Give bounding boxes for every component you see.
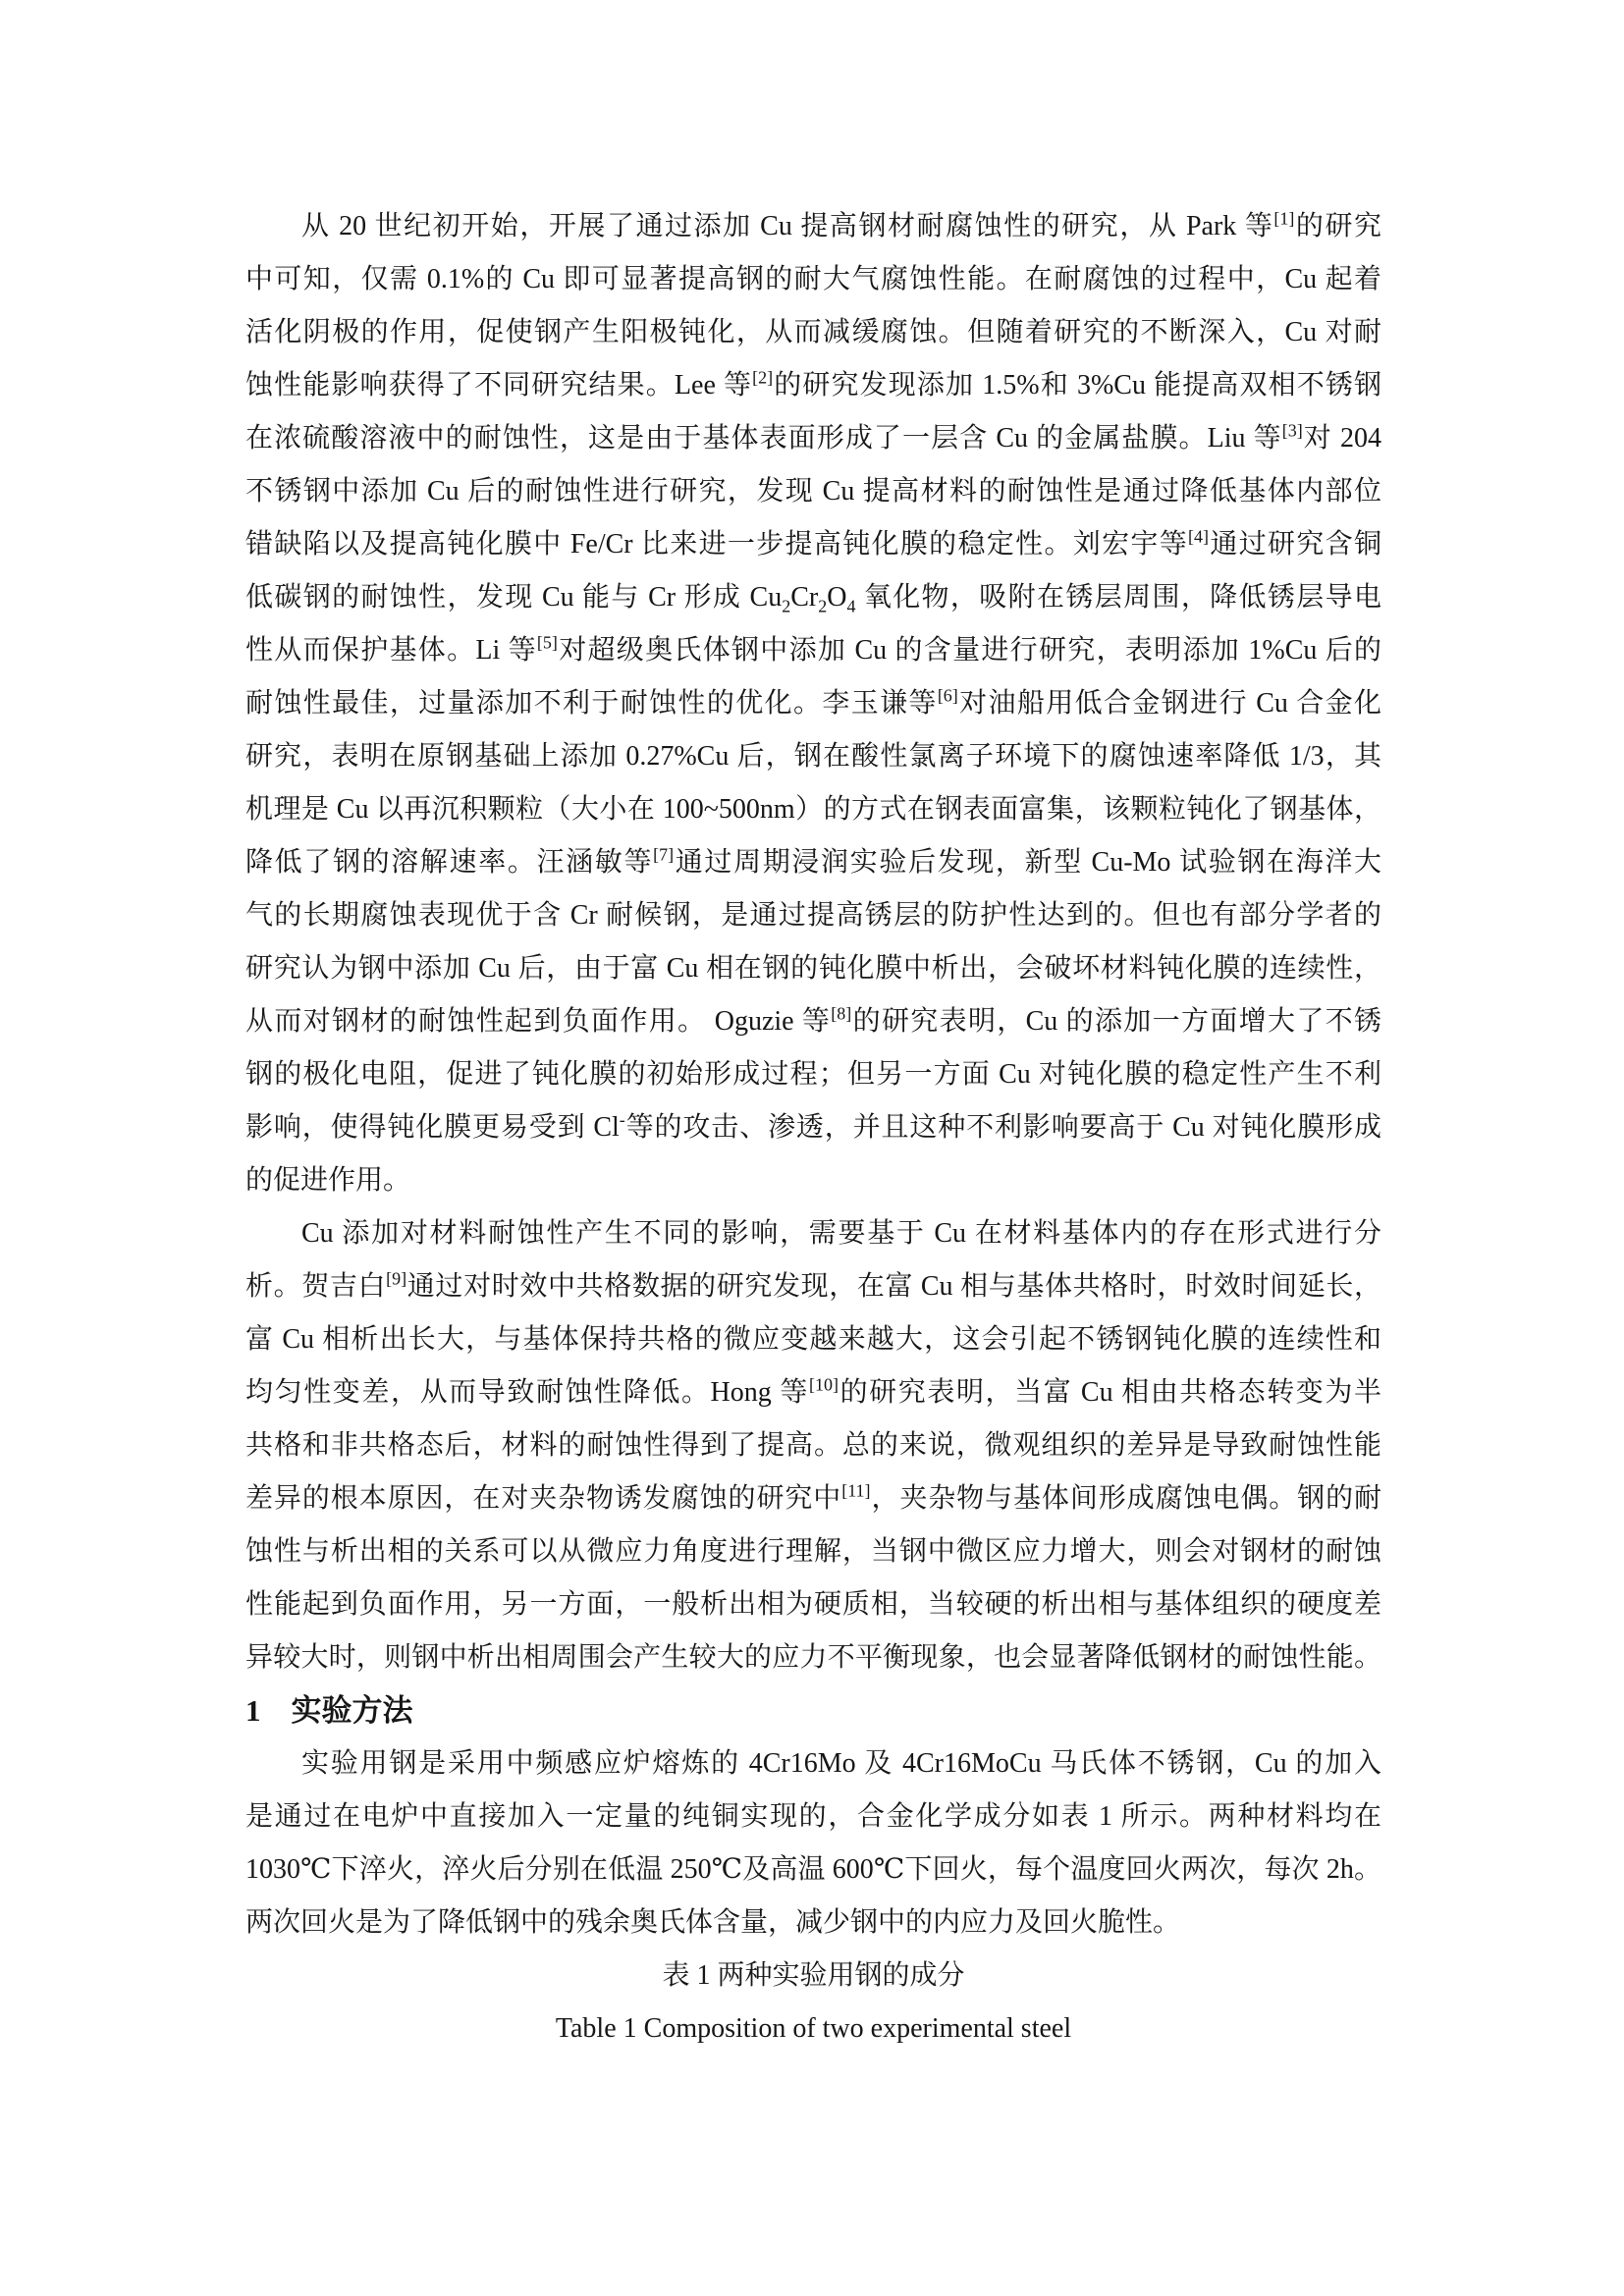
text-run: Cu 添加对材料耐蚀性产生不同的影响，需要基于 Cu 在材料基体内的存在形式进行分 — [301, 1218, 1381, 1249]
text-line-with-change-bar — [245, 518, 1381, 571]
text-line-with-change-bar — [245, 1366, 1381, 1419]
text-run: 中可知，仅需 0.1%的 Cu 即可显著提高钢的耐大气腐蚀性能。在耐腐蚀的过程中，Cu 起着 — [245, 264, 1381, 294]
text-run: 从而对钢材的耐蚀性起到负面作用。 Oguzie 等 — [245, 1006, 832, 1037]
text-run: 活化阴极的作用，促使钢产生阳极钝化，从而减缓腐蚀。但随着研究的不断深入，Cu 对耐 — [245, 317, 1381, 347]
text-line — [245, 1631, 1381, 1684]
text-run: 对超级奥氏体钢中添加 Cu 的含量进行研究，表明添加 1%Cu 后的 — [557, 635, 1381, 666]
text-line-with-change-bar — [245, 571, 1381, 624]
text-run: 研究认为钢中添加 Cu 后，由于富 Cu 相在钢的钝化膜中析出，会破坏材料钝化膜的连续性， — [245, 953, 1381, 984]
text-run: Cr — [790, 582, 819, 613]
text-run: 耐蚀性最佳，过量添加不利于耐蚀性的优化。李玉谦等 — [245, 688, 938, 719]
text-run: 气的长期腐蚀表现优于含 Cr 耐候钢，是通过提高锈层的防护性达到的。但也有部分学者的 — [245, 900, 1381, 931]
citation-superscript: [7] — [653, 844, 675, 865]
text-run: 的研究表明，Cu 的添加一方面增大了不锈 — [851, 1006, 1381, 1037]
text-line — [245, 1790, 1381, 1843]
text-run: 富 Cu 相析出长大，与基体保持共格的微应变越来越大，这会引起不锈钢钝化膜的连续性和 — [245, 1324, 1381, 1355]
citation-superscript: - — [619, 1109, 625, 1130]
text-run: 从 20 世纪初开始，开展了通过添加 Cu 提高钢材耐腐蚀性的研究，从 Park 等 — [301, 211, 1274, 241]
text-run: 对油船用低合金钢进行 Cu 合金化 — [957, 688, 1381, 719]
citation-superscript: [3] — [1281, 420, 1303, 441]
text-run: 性能起到负面作用，另一方面，一般析出相为硬质相，当较硬的析出相与基体组织的硬度差 — [245, 1589, 1381, 1620]
text-line — [245, 1896, 1381, 1949]
text-line — [245, 1101, 1381, 1154]
text-run: 共格和非共格态后，材料的耐蚀性得到了提高。总的来说，微观组织的差异是导致耐蚀性能 — [245, 1430, 1381, 1461]
table-caption-zh: 表 1 两种实验用钢的成分 — [662, 1960, 965, 1991]
text-line — [245, 1048, 1381, 1101]
text-line — [245, 1843, 1381, 1896]
section-heading-methods: 1 实验方法 — [245, 1693, 413, 1728]
citation-superscript: [6] — [937, 685, 958, 706]
text-line — [245, 1578, 1381, 1631]
text-line — [245, 730, 1381, 783]
text-run: 性从而保护基体。Li 等 — [245, 635, 537, 666]
text-run: 错缺陷以及提高钝化膜中 Fe/Cr 比来进一步提高钝化膜的稳定性。刘宏宇等 — [245, 529, 1189, 560]
text-line — [245, 1207, 1381, 1260]
text-block — [245, 200, 1381, 2056]
text-run: O — [827, 582, 847, 613]
citation-superscript: [4] — [1188, 526, 1210, 547]
text-run: 降低了钢的溶解速率。汪涵敏等 — [245, 847, 654, 878]
citation-superscript: [1] — [1273, 208, 1295, 229]
text-run: 低碳钢的耐蚀性，发现 Cu 能与 Cr 形成 Cu — [245, 582, 783, 613]
text-run: 实验用钢是采用中频感应炉熔炼的 4Cr16Mo 及 4Cr16MoCu 马氏体不锈钢，Cu 的加入 — [301, 1748, 1381, 1779]
text-run: 是通过在电炉中直接加入一定量的纯铜实现的，合金化学成分如表 1 所示。两种材料均在 — [245, 1801, 1381, 1832]
text-line — [245, 1525, 1381, 1578]
text-run: 研究，表明在原钢基础上添加 0.27%Cu 后，钢在酸性氯离子环境下的腐蚀速率降低 1/3，其 — [245, 741, 1381, 772]
chemical-subscript: 2 — [818, 596, 828, 616]
text-line — [245, 1419, 1381, 1472]
text-line — [245, 836, 1381, 889]
text-line — [245, 624, 1381, 677]
text-line — [245, 306, 1381, 359]
citation-superscript: [2] — [752, 367, 774, 388]
text-run: 均匀性变差，从而导致耐蚀性降低。Hong 等 — [245, 1377, 809, 1408]
citation-superscript: [8] — [831, 1003, 852, 1024]
text-run: 的促进作用。 — [245, 1165, 411, 1196]
text-run: 等的攻击、渗透，并且这种不利影响要高于 Cu 对钝化膜形成 — [624, 1112, 1381, 1143]
text-line — [245, 1472, 1381, 1525]
text-line — [245, 412, 1381, 465]
text-run: 不锈钢中添加 Cu 后的耐蚀性进行研究，发现 Cu 提高材料的耐蚀性是通过降低基体内部位 — [245, 476, 1381, 507]
text-line — [245, 942, 1381, 995]
text-line — [245, 783, 1381, 836]
text-run: 的研究 — [1294, 211, 1381, 241]
text-run: 通过周期浸润实验后发现，新型 Cu-Mo 试验钢在海洋大 — [674, 847, 1381, 878]
text-line-with-change-bar — [245, 359, 1381, 412]
citation-superscript: [11] — [841, 1480, 871, 1501]
text-run: ，夹杂物与基体间形成腐蚀电偶。钢的耐 — [870, 1483, 1381, 1514]
text-run: 机理是 Cu 以再沉积颗粒（大小在 100~500nm）的方式在钢表面富集，该颗粒钝化了钢基体， — [245, 794, 1381, 825]
text-run: 的研究发现添加 1.5%和 3%Cu 能提高双相不锈钢 — [773, 370, 1381, 400]
citation-superscript: [9] — [386, 1268, 407, 1289]
chemical-subscript: 4 — [846, 596, 856, 616]
text-run: 通过研究含铜 — [1209, 529, 1381, 560]
text-run: 钢的极化电阻，促进了钝化膜的初始形成过程；但另一方面 Cu 对钝化膜的稳定性产生不利 — [245, 1059, 1381, 1090]
text-run: 的研究表明，当富 Cu 相由共格态转变为半 — [838, 1377, 1381, 1408]
text-run: 异较大时，则钢中析出相周围会产生较大的应力不平衡现象，也会显著降低钢材的耐蚀性能。 — [245, 1642, 1381, 1673]
text-run: 对 204 — [1302, 423, 1381, 454]
chemical-subscript: 2 — [782, 596, 791, 616]
text-line-with-change-bar — [245, 200, 1381, 253]
citation-superscript: [10] — [808, 1374, 839, 1395]
text-line — [245, 995, 1381, 1048]
text-run: 在浓硫酸溶液中的耐蚀性，这是由于基体表面形成了一层含 Cu 的金属盐膜。Liu 等 — [245, 423, 1282, 454]
text-run: 两次回火是为了降低钢中的残余奥氏体含量，减少钢中的内应力及回火脆性。 — [245, 1907, 1181, 1938]
text-run: 差异的根本原因，在对夹杂物诱发腐蚀的研究中 — [245, 1483, 842, 1514]
text-run: 通过对时效中共格数据的研究发现，在富 Cu 相与基体共格时，时效时间延长， — [406, 1271, 1381, 1302]
text-run: 1030℃下淬火，淬火后分别在低温 250℃及高温 600℃下回火，每个温度回火两次，每次 2h。 — [245, 1854, 1381, 1885]
text-run: 析。贺吉白 — [245, 1271, 387, 1302]
text-run: 影响，使得钝化膜更易受到 Cl — [245, 1112, 620, 1143]
text-line — [245, 465, 1381, 518]
text-line-with-change-bar — [245, 1260, 1381, 1313]
text-line — [245, 253, 1381, 306]
text-line-with-change-bar — [245, 1737, 1381, 1790]
text-line-with-change-bar — [245, 889, 1381, 942]
text-line — [245, 1154, 1381, 1207]
text-run: 氧化物，吸附在锈层周围，降低锈层导电 — [855, 582, 1381, 613]
table-caption-en: Table 1 Composition of two experimental steel — [555, 2013, 1072, 2044]
citation-superscript: [5] — [536, 632, 558, 653]
text-run: 蚀性与析出相的关系可以从微应力角度进行理解，当钢中微区应力增大，则会对钢材的耐蚀 — [245, 1536, 1381, 1567]
text-line — [245, 1313, 1381, 1366]
text-run: 蚀性能影响获得了不同研究结果。Lee 等 — [245, 370, 753, 400]
text-line — [245, 677, 1381, 730]
